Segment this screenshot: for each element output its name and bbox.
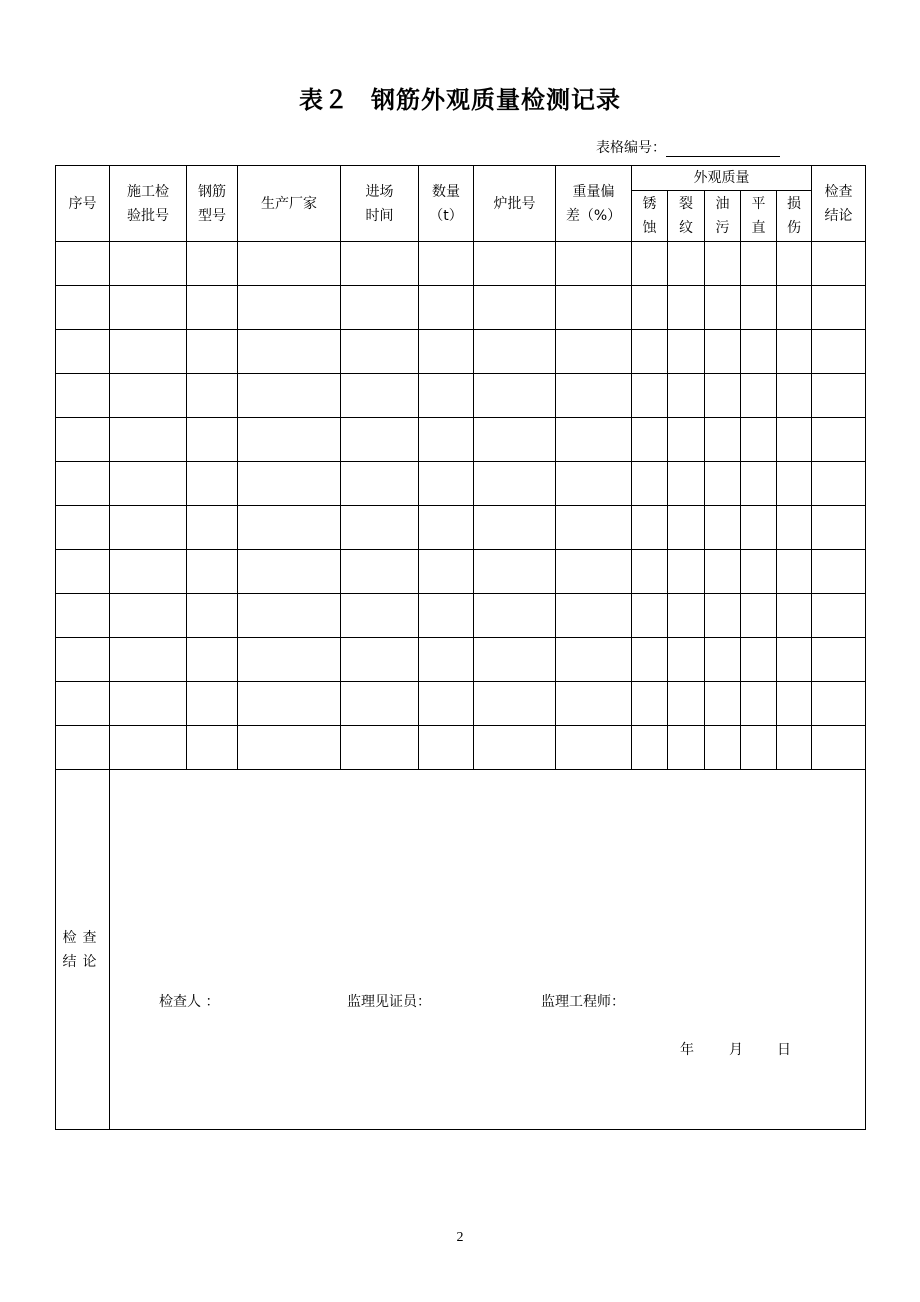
- page-number: 2: [456, 1230, 464, 1245]
- table-row: [56, 726, 866, 770]
- table-row: [56, 594, 866, 638]
- table-cell[interactable]: [705, 506, 741, 550]
- table-cell[interactable]: [419, 638, 474, 682]
- table-cell[interactable]: [741, 374, 777, 418]
- table-cell[interactable]: [419, 506, 474, 550]
- header-seq: 序号: [56, 166, 110, 242]
- table-cell[interactable]: [187, 462, 238, 506]
- year-label: 年: [680, 1042, 694, 1058]
- table-cell[interactable]: [474, 594, 556, 638]
- table-cell[interactable]: [474, 726, 556, 770]
- table-cell[interactable]: [56, 418, 110, 462]
- table-cell[interactable]: [741, 594, 777, 638]
- table-cell[interactable]: [474, 682, 556, 726]
- inspection-table: [55, 165, 866, 1130]
- table-cell[interactable]: [187, 594, 238, 638]
- table-cell[interactable]: [705, 418, 741, 462]
- table-cell[interactable]: [632, 594, 668, 638]
- table-cell[interactable]: [632, 506, 668, 550]
- table-cell[interactable]: [556, 286, 632, 330]
- table-row: [56, 682, 866, 726]
- table-cell[interactable]: [632, 550, 668, 594]
- table-cell[interactable]: [777, 550, 812, 594]
- table-cell[interactable]: [741, 506, 777, 550]
- table-cell[interactable]: [668, 374, 705, 418]
- table-cell[interactable]: [238, 374, 341, 418]
- table-cell[interactable]: [777, 462, 812, 506]
- table-cell[interactable]: [632, 638, 668, 682]
- table-cell[interactable]: [474, 550, 556, 594]
- table-cell[interactable]: [341, 418, 419, 462]
- table-cell[interactable]: [777, 418, 812, 462]
- table-cell[interactable]: [777, 638, 812, 682]
- header-straightness: 平 直: [741, 191, 777, 242]
- table-cell[interactable]: [668, 550, 705, 594]
- table-cell[interactable]: [474, 330, 556, 374]
- table-cell[interactable]: [474, 242, 556, 286]
- header-appearance: 外观质量: [632, 166, 812, 191]
- table-cell[interactable]: [777, 286, 812, 330]
- header-batch: 施工检 验批号: [110, 166, 187, 242]
- table-cell[interactable]: [556, 682, 632, 726]
- table-cell[interactable]: [56, 242, 110, 286]
- table-cell[interactable]: [741, 242, 777, 286]
- table-cell[interactable]: [668, 330, 705, 374]
- table-cell[interactable]: [632, 682, 668, 726]
- table-cell[interactable]: [187, 550, 238, 594]
- table-cell[interactable]: [705, 682, 741, 726]
- table-cell[interactable]: [741, 726, 777, 770]
- table-row: [56, 418, 866, 462]
- witness-label: 监理见证员：: [347, 994, 431, 1010]
- table-cell[interactable]: [741, 286, 777, 330]
- table-cell[interactable]: [56, 506, 110, 550]
- header-rebar-type: 钢筋 型号: [187, 166, 238, 242]
- table-cell[interactable]: [238, 726, 341, 770]
- table-cell[interactable]: [556, 330, 632, 374]
- table-cell[interactable]: [812, 594, 866, 638]
- page-title: [0, 80, 920, 115]
- table-row: [56, 286, 866, 330]
- table-cell[interactable]: [56, 330, 110, 374]
- header-weight-deviation: 重量偏 差（%）: [556, 166, 632, 242]
- table-cell[interactable]: [705, 242, 741, 286]
- table-cell[interactable]: [238, 418, 341, 462]
- table-cell[interactable]: [56, 286, 110, 330]
- table-cell[interactable]: [812, 462, 866, 506]
- table-cell[interactable]: [110, 638, 187, 682]
- table-cell[interactable]: [341, 726, 419, 770]
- table-cell[interactable]: [187, 726, 238, 770]
- table-cell[interactable]: [341, 242, 419, 286]
- table-cell[interactable]: [632, 462, 668, 506]
- table-cell[interactable]: [110, 286, 187, 330]
- table-cell[interactable]: [187, 374, 238, 418]
- header-arrival-time: 进场 时间: [341, 166, 419, 242]
- table-cell[interactable]: [56, 550, 110, 594]
- table-cell[interactable]: [341, 330, 419, 374]
- table-cell[interactable]: [705, 330, 741, 374]
- header-manufacturer: 生产厂家: [238, 166, 341, 242]
- table-cell[interactable]: [187, 242, 238, 286]
- table-cell[interactable]: [812, 506, 866, 550]
- table-cell[interactable]: [556, 726, 632, 770]
- table-cell[interactable]: [556, 638, 632, 682]
- table-cell[interactable]: [56, 638, 110, 682]
- table-cell[interactable]: [668, 682, 705, 726]
- table-cell[interactable]: [632, 242, 668, 286]
- table-row: [56, 374, 866, 418]
- table-cell[interactable]: [705, 594, 741, 638]
- table-cell[interactable]: [238, 330, 341, 374]
- table-cell[interactable]: [110, 418, 187, 462]
- table-cell[interactable]: [187, 638, 238, 682]
- table-cell[interactable]: [777, 726, 812, 770]
- table-cell[interactable]: [741, 330, 777, 374]
- table-row: [56, 550, 866, 594]
- table-cell[interactable]: [341, 506, 419, 550]
- table-cell[interactable]: [187, 418, 238, 462]
- day-label: 日: [777, 1042, 791, 1058]
- table-cell[interactable]: [632, 286, 668, 330]
- table-cell[interactable]: [777, 506, 812, 550]
- table-cell[interactable]: [556, 550, 632, 594]
- table-cell[interactable]: [556, 418, 632, 462]
- table-cell[interactable]: [668, 506, 705, 550]
- table-cell[interactable]: [238, 506, 341, 550]
- table-cell[interactable]: [556, 242, 632, 286]
- form-number-blank[interactable]: [666, 142, 780, 157]
- form-number-label: 表格编号：: [596, 140, 666, 156]
- table-cell[interactable]: [419, 286, 474, 330]
- table-cell[interactable]: [238, 594, 341, 638]
- table-cell[interactable]: [556, 594, 632, 638]
- table-cell[interactable]: [187, 286, 238, 330]
- table-cell[interactable]: [556, 462, 632, 506]
- table-cell[interactable]: [56, 726, 110, 770]
- table-cell[interactable]: [556, 374, 632, 418]
- header-crack: 裂 纹: [668, 191, 705, 242]
- table-cell[interactable]: [56, 462, 110, 506]
- header-result: 检查 结论: [812, 166, 866, 242]
- table-cell[interactable]: [556, 506, 632, 550]
- table-cell[interactable]: [56, 374, 110, 418]
- table-row: [56, 638, 866, 682]
- table-cell[interactable]: [668, 638, 705, 682]
- table-cell[interactable]: [668, 462, 705, 506]
- table-cell[interactable]: [812, 726, 866, 770]
- table-number: 表２: [299, 86, 349, 114]
- table-cell[interactable]: [419, 594, 474, 638]
- table-cell[interactable]: [341, 682, 419, 726]
- table-cell[interactable]: [341, 374, 419, 418]
- table-cell[interactable]: [110, 242, 187, 286]
- table-cell[interactable]: [632, 418, 668, 462]
- header-heat-batch: 炉批号: [474, 166, 556, 242]
- table-cell[interactable]: [238, 242, 341, 286]
- table-cell[interactable]: [474, 286, 556, 330]
- table-cell[interactable]: [705, 726, 741, 770]
- table-title: 钢筋外观质量检测记录: [371, 86, 621, 114]
- table-cell[interactable]: [741, 682, 777, 726]
- table-cell[interactable]: [668, 594, 705, 638]
- table-cell[interactable]: [474, 462, 556, 506]
- table-row: [56, 242, 866, 286]
- table-cell[interactable]: [741, 550, 777, 594]
- table-cell[interactable]: [419, 374, 474, 418]
- table-cell[interactable]: [419, 682, 474, 726]
- table-cell[interactable]: [812, 418, 866, 462]
- table-cell[interactable]: [341, 462, 419, 506]
- table-cell[interactable]: [56, 594, 110, 638]
- table-cell[interactable]: [110, 374, 187, 418]
- table-cell[interactable]: [777, 682, 812, 726]
- table-cell[interactable]: [812, 286, 866, 330]
- table-cell[interactable]: [110, 682, 187, 726]
- table-cell[interactable]: [705, 462, 741, 506]
- table-cell[interactable]: [668, 286, 705, 330]
- table-cell[interactable]: [341, 594, 419, 638]
- table-cell[interactable]: [777, 330, 812, 374]
- table-cell[interactable]: [474, 418, 556, 462]
- table-cell[interactable]: [812, 550, 866, 594]
- header-damage: 损 伤: [777, 191, 812, 242]
- table-cell[interactable]: [474, 374, 556, 418]
- table-cell[interactable]: [668, 726, 705, 770]
- table-cell[interactable]: [741, 638, 777, 682]
- header-rust: 锈 蚀: [632, 191, 668, 242]
- table-cell[interactable]: [110, 462, 187, 506]
- table-cell[interactable]: [238, 682, 341, 726]
- conclusion-label: 检查 结论: [56, 770, 110, 1130]
- engineer-label: 监理工程师：: [541, 994, 625, 1010]
- table-cell[interactable]: [812, 374, 866, 418]
- conclusion-cell[interactable]: [110, 770, 866, 1130]
- table-cell[interactable]: [419, 462, 474, 506]
- table-cell[interactable]: [110, 330, 187, 374]
- table-cell[interactable]: [741, 462, 777, 506]
- table-cell[interactable]: [705, 550, 741, 594]
- table-cell[interactable]: [741, 418, 777, 462]
- table-cell[interactable]: [777, 594, 812, 638]
- table-cell[interactable]: [705, 286, 741, 330]
- table-cell[interactable]: [812, 682, 866, 726]
- table-cell[interactable]: [419, 418, 474, 462]
- table-cell[interactable]: [56, 682, 110, 726]
- table-cell[interactable]: [812, 330, 866, 374]
- table-row: [56, 506, 866, 550]
- header-quantity: 数量 （t）: [419, 166, 474, 242]
- table-cell[interactable]: [419, 330, 474, 374]
- table-cell[interactable]: [110, 550, 187, 594]
- table-cell[interactable]: [632, 726, 668, 770]
- form-number: [596, 137, 780, 157]
- table-cell[interactable]: [705, 638, 741, 682]
- table-cell[interactable]: [341, 550, 419, 594]
- table-cell[interactable]: [705, 374, 741, 418]
- table-cell[interactable]: [110, 506, 187, 550]
- table-cell[interactable]: [632, 330, 668, 374]
- table-cell[interactable]: [777, 242, 812, 286]
- table-cell[interactable]: [110, 594, 187, 638]
- table-cell[interactable]: [419, 550, 474, 594]
- table-cell[interactable]: [187, 682, 238, 726]
- table-cell[interactable]: [419, 242, 474, 286]
- table-cell[interactable]: [668, 242, 705, 286]
- table-cell[interactable]: [812, 638, 866, 682]
- table-cell[interactable]: [238, 638, 341, 682]
- table-cell[interactable]: [187, 506, 238, 550]
- table-cell[interactable]: [238, 286, 341, 330]
- table-cell[interactable]: [668, 418, 705, 462]
- table-row: [56, 462, 866, 506]
- table-cell[interactable]: [341, 286, 419, 330]
- table-cell[interactable]: [474, 506, 556, 550]
- inspector-label: 检查人 ：: [159, 994, 220, 1010]
- table-cell[interactable]: [474, 638, 556, 682]
- table-cell[interactable]: [238, 462, 341, 506]
- table-cell[interactable]: [812, 242, 866, 286]
- table-cell[interactable]: [110, 726, 187, 770]
- table-cell[interactable]: [632, 374, 668, 418]
- table-cell[interactable]: [419, 726, 474, 770]
- header-oil: 油 污: [705, 191, 741, 242]
- table-cell[interactable]: [187, 330, 238, 374]
- table-cell[interactable]: [341, 638, 419, 682]
- table-row: [56, 330, 866, 374]
- table-cell[interactable]: [238, 550, 341, 594]
- table-cell[interactable]: [777, 374, 812, 418]
- month-label: 月: [729, 1042, 743, 1058]
